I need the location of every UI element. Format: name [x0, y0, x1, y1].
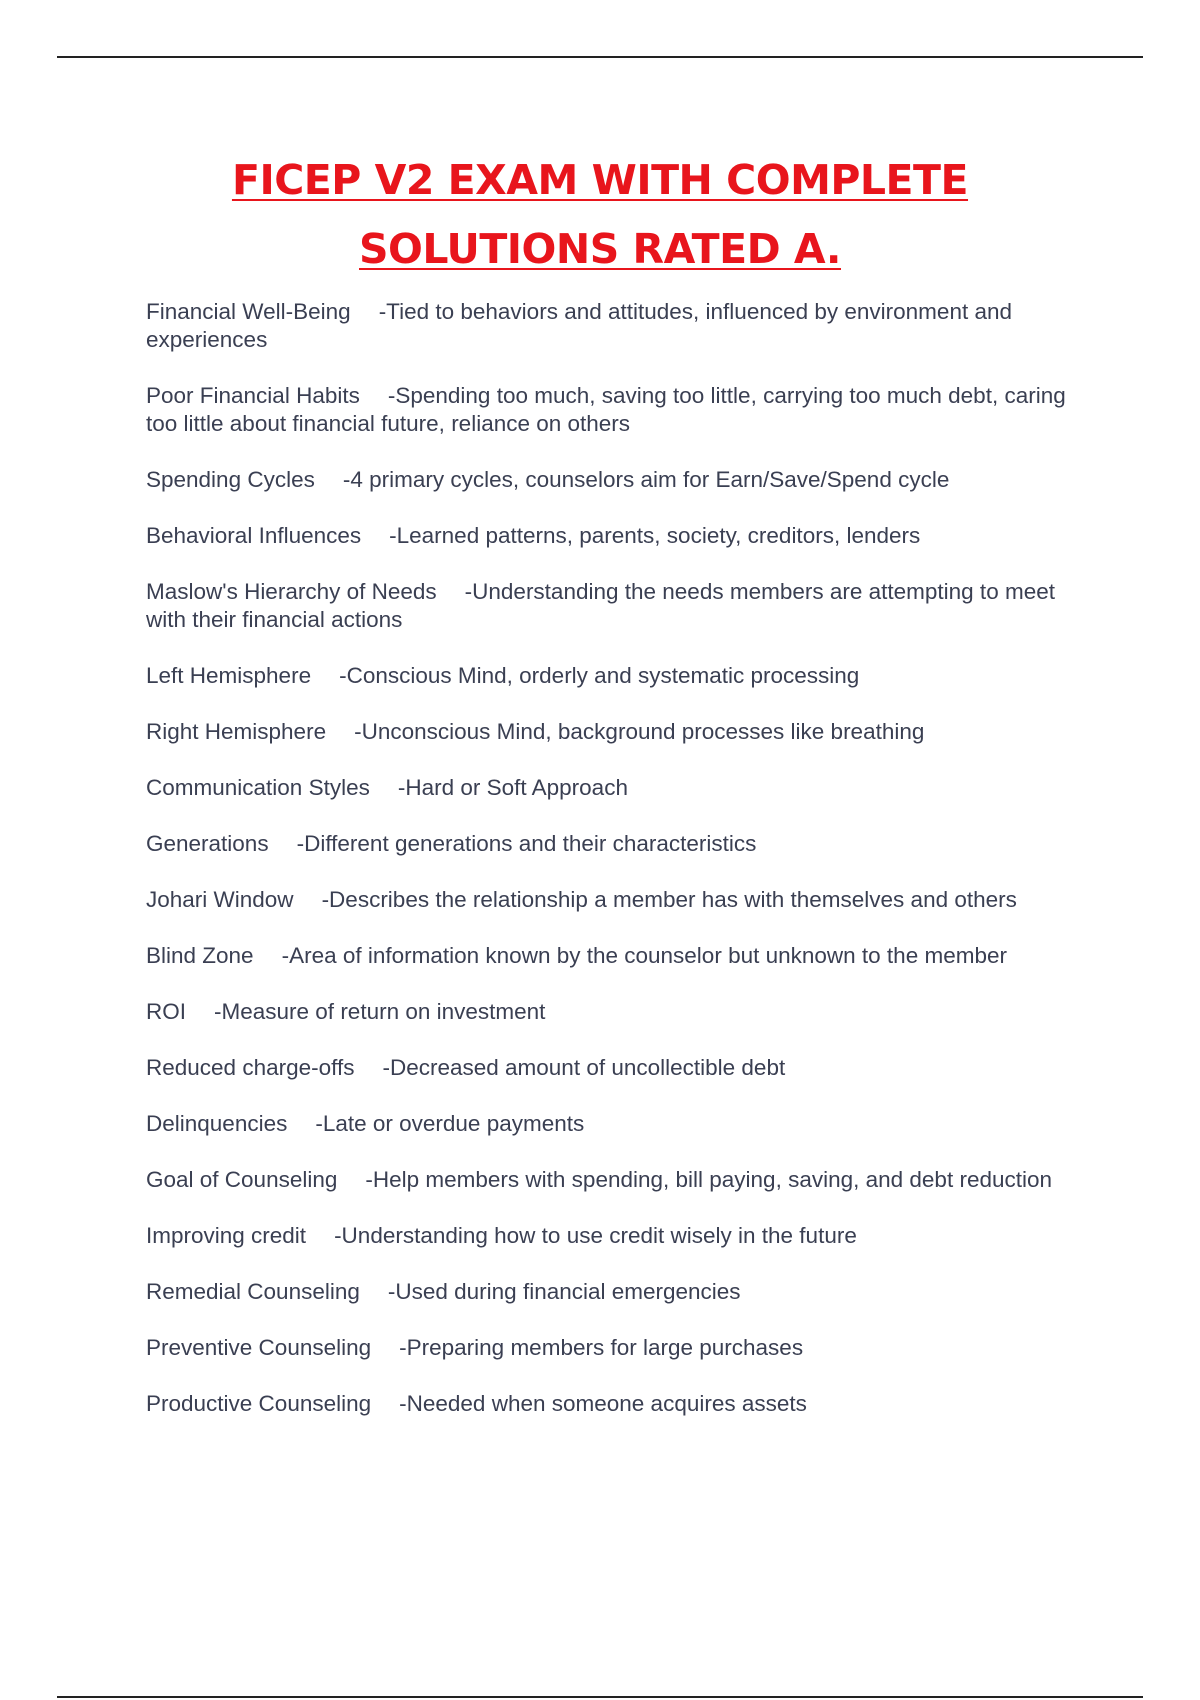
list-item [146, 578, 1086, 634]
list-item [146, 1334, 1086, 1362]
entry-definition: -Conscious Mind, orderly and systematic processing [339, 663, 860, 688]
entry-definition: -Late or overdue payments [315, 1111, 585, 1136]
entry-term: Right Hemisphere [146, 719, 327, 744]
entry-definition: -Area of information known by the counselor but unknown to the member [281, 943, 1007, 968]
list-item [146, 718, 1086, 746]
entry-definition: -Unconscious Mind, background processes like breathing [354, 719, 925, 744]
title-line-2: SOLUTIONS RATED A. [359, 225, 841, 273]
entry-definition: -Different generations and their characteristics [296, 831, 757, 856]
entry-definition: -4 primary cycles, counselors aim for Earn/Save/Spend cycle [342, 467, 950, 492]
entry-term: Productive Counseling [146, 1391, 372, 1416]
bottom-rule [57, 1696, 1143, 1698]
entry-term: Maslow's Hierarchy of Needs [146, 579, 437, 604]
entry-term: Goal of Counseling [146, 1167, 338, 1192]
entry-term: Financial Well-Being [146, 299, 351, 324]
list-item [146, 382, 1086, 438]
entry-term: Johari Window [146, 887, 294, 912]
entry-definition: -Hard or Soft Approach [397, 775, 628, 800]
entry-term: Spending Cycles [146, 467, 315, 492]
list-item [146, 942, 1086, 970]
list-item [146, 298, 1086, 354]
list-item [146, 886, 1086, 914]
entry-term: Preventive Counseling [146, 1335, 372, 1360]
entry-definition: -Needed when someone acquires assets [399, 1391, 807, 1416]
entry-term: Improving credit [146, 1223, 307, 1248]
list-item [146, 1222, 1086, 1250]
entry-term: Blind Zone [146, 943, 254, 968]
entry-definition: -Tied to behaviors and attitudes, influenced by environment and experiences [146, 299, 1012, 352]
flashcard-list [146, 298, 1086, 1446]
entry-definition: -Understanding the needs members are attempting to meet with their financial actions [146, 579, 1055, 632]
entry-definition: -Used during financial emergencies [387, 1279, 741, 1304]
entry-definition: -Help members with spending, bill paying, saving, and debt reduction [365, 1167, 1053, 1192]
list-item [146, 466, 1086, 494]
entry-definition: -Learned patterns, parents, society, creditors, lenders [389, 523, 921, 548]
entry-definition: -Measure of return on investment [214, 999, 546, 1024]
entry-term: Left Hemisphere [146, 663, 312, 688]
entry-term: ROI [146, 999, 187, 1024]
entry-term: Delinquencies [146, 1111, 288, 1136]
top-rule [57, 56, 1143, 58]
list-item [146, 1278, 1086, 1306]
title-line-1: FICEP V2 EXAM WITH COMPLETE [231, 156, 969, 204]
list-item [146, 1166, 1086, 1194]
entry-term: Poor Financial Habits [146, 383, 360, 408]
list-item [146, 1054, 1086, 1082]
entry-term: Generations [146, 831, 269, 856]
list-item [146, 522, 1086, 550]
entry-definition: -Preparing members for large purchases [399, 1335, 804, 1360]
entry-definition: -Describes the relationship a member has with themselves and others [321, 887, 1017, 912]
list-item [146, 662, 1086, 690]
entry-term: Communication Styles [146, 775, 370, 800]
document-title [0, 146, 1200, 284]
list-item [146, 1390, 1086, 1418]
entry-term: Remedial Counseling [146, 1279, 360, 1304]
entry-definition: -Decreased amount of uncollectible debt [382, 1055, 786, 1080]
list-item [146, 1110, 1086, 1138]
list-item [146, 998, 1086, 1026]
entry-term: Behavioral Influences [146, 523, 362, 548]
list-item [146, 830, 1086, 858]
list-item [146, 774, 1086, 802]
entry-term: Reduced charge-offs [146, 1055, 355, 1080]
entry-definition: -Spending too much, saving too little, carrying too much debt, caring too little about financial future, reliance on others [146, 383, 1066, 436]
entry-definition: -Understanding how to use credit wisely in the future [334, 1223, 857, 1248]
